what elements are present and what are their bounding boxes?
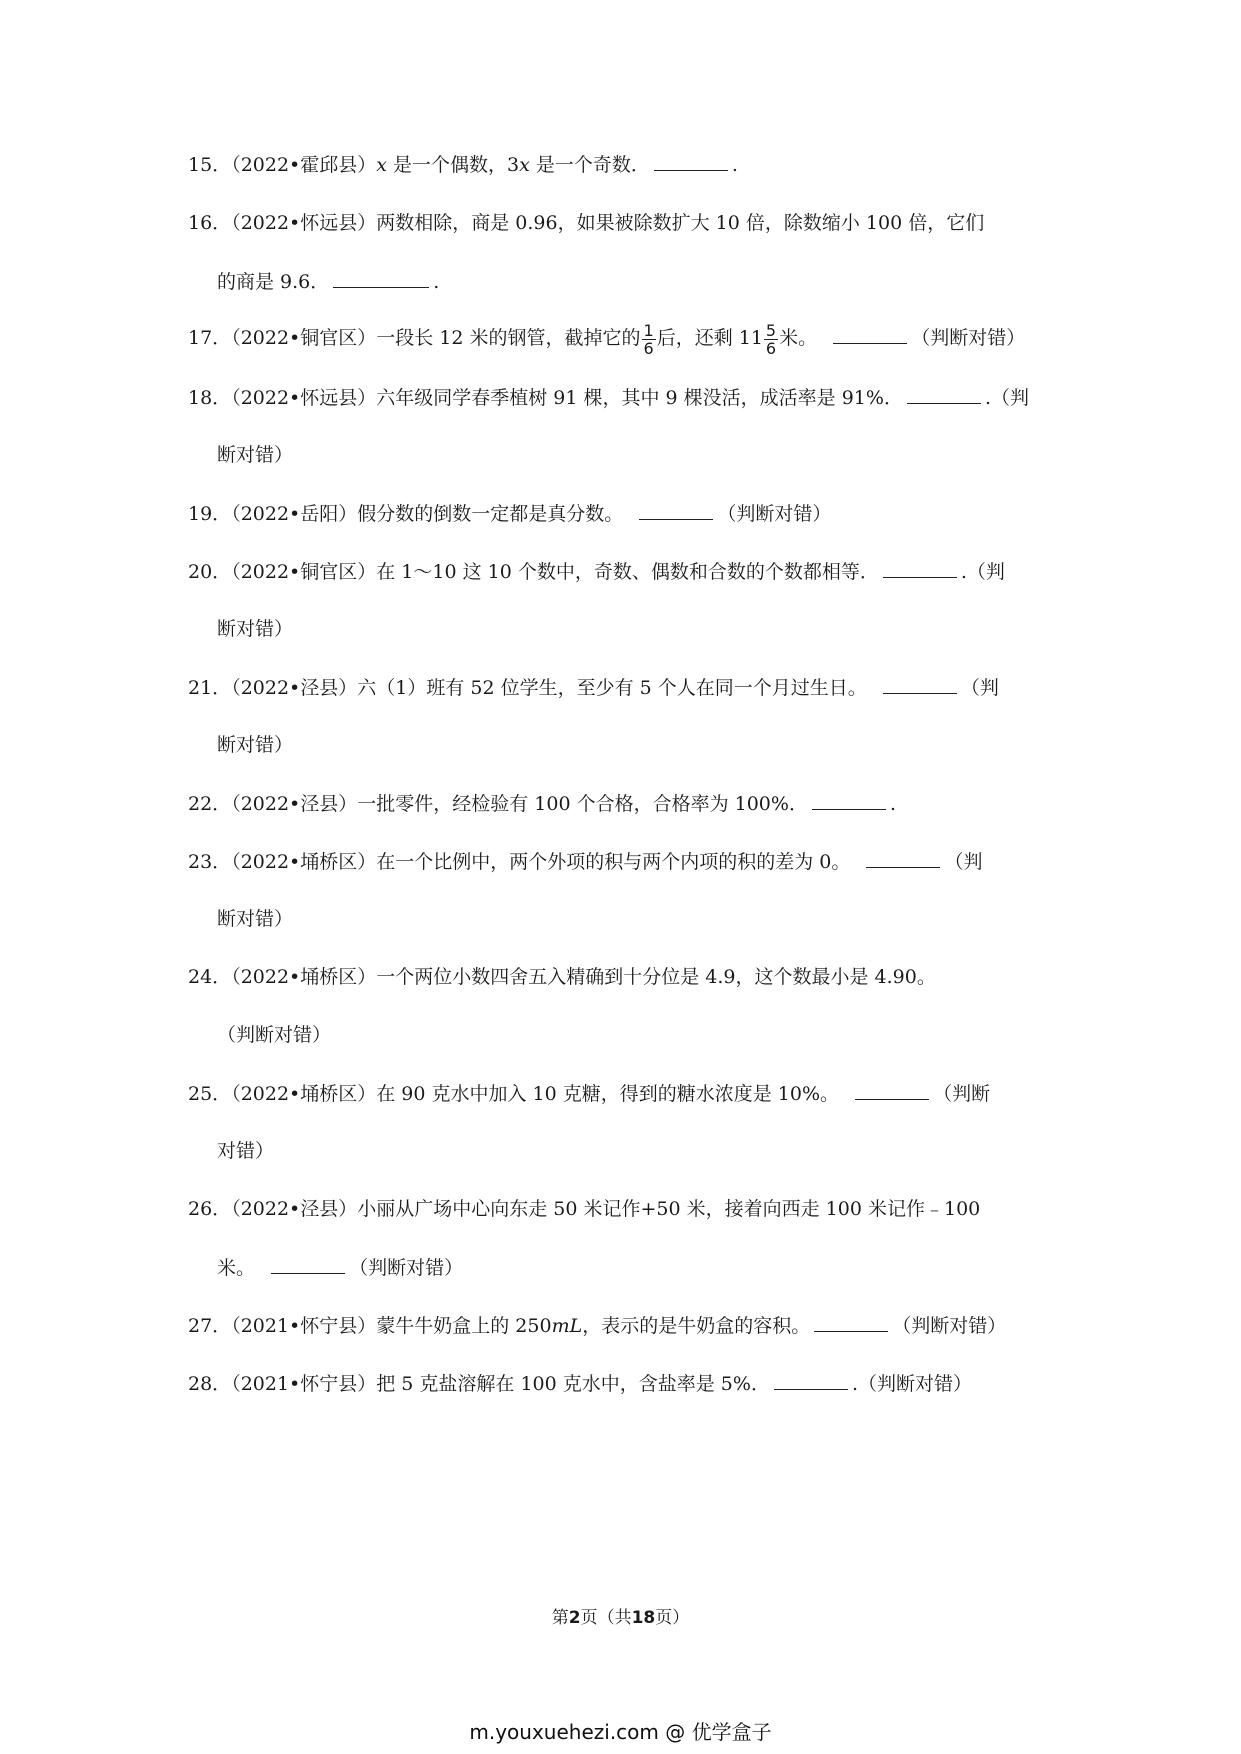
question-26: 26．（2022•泾县）小丽从广场中心向东走 50 米记作+50 米，接着向西走 100 米记作﹣100: [188, 1198, 981, 1220]
question-28: 28．（2021•怀宁县）把 5 克盐溶解在 100 克水中，含盐率是 5%． .（判断对错）: [188, 1369, 1058, 1398]
question-18-continuation: 断对错）: [217, 444, 294, 466]
question-22: 22．（2022•泾县）一批零件，经检验有 100 个合格，合格率为 100%． .: [188, 789, 1058, 818]
question-27: 27．（2021•怀宁县）蒙牛牛奶盒上的 250mL，表示的是牛奶盒的容积。 （判断对错）: [188, 1311, 1058, 1340]
fraction-one-sixth: $\frac{1}{6}$: [643, 320, 654, 358]
answer-blank[interactable]: [814, 1311, 888, 1332]
question-25: 25．（2022•埇桥区）在 90 克水中加入 10 克糖，得到的糖水浓度是 10%。 （判断: [188, 1079, 1058, 1108]
question-19: 19．（2022•岳阳）假分数的倒数一定都是真分数。 （判断对错）: [188, 499, 1058, 528]
answer-blank[interactable]: [654, 150, 728, 171]
page-footer: 第2页（共18页）: [551, 1608, 690, 1628]
answer-blank[interactable]: [883, 557, 957, 578]
question-15: 15．（2022•霍邱县）x 是一个偶数，3x 是一个奇数． .: [188, 150, 1058, 179]
question-16-continuation: 的商是 9.6． .: [217, 267, 439, 296]
watermark: m.youxuehezi.com @ 优学盒子: [469, 1720, 772, 1744]
question-24: 24．（2022•埇桥区）一个两位小数四舍五入精确到十分位是 4.9，这个数最小是 4.90。: [188, 966, 936, 988]
question-21: 21．（2022•泾县）六（1）班有 52 位学生，至少有 5 个人在同一个月过生日。 （判: [188, 673, 1058, 702]
answer-blank[interactable]: [866, 847, 940, 868]
answer-blank[interactable]: [883, 673, 957, 694]
answer-blank[interactable]: [855, 1079, 929, 1100]
question-18: 18．（2022•怀远县）六年级同学春季植树 91 棵，其中 9 棵没活，成活率是 91%． .（判: [188, 383, 1058, 412]
answer-blank[interactable]: [907, 383, 981, 404]
question-23-continuation: 断对错）: [217, 908, 294, 930]
question-25-continuation: 对错）: [217, 1140, 275, 1162]
question-20: 20．（2022•铜官区）在 1～10 这 10 个数中，奇数、偶数和合数的个数都相等． .（判: [188, 557, 1058, 586]
answer-blank[interactable]: [639, 499, 713, 520]
answer-blank[interactable]: [774, 1369, 848, 1390]
question-20-continuation: 断对错）: [217, 618, 294, 640]
fraction-five-sixths: $\frac{5}{6}$: [765, 320, 777, 358]
answer-blank[interactable]: [833, 323, 907, 344]
answer-blank[interactable]: [333, 267, 429, 288]
question-17: 17．（2022•铜官区）一段长 12 米的钢管，截掉它的 $\frac{1}{6}$ 后，还剩 11 $\frac{5}{6}$ 米。 （判断对错）: [188, 320, 1026, 358]
question-23: 23．（2022•埇桥区）在一个比例中，两个外项的积与两个内项的积的差为 0。 （判: [188, 847, 1058, 876]
question-24-continuation: （判断对错）: [217, 1024, 332, 1046]
question-21-continuation: 断对错）: [217, 734, 294, 756]
answer-blank[interactable]: [812, 789, 886, 810]
question-16: 16．（2022•怀远县）两数相除，商是 0.96，如果被除数扩大 10 倍，除数缩小 100 倍，它们: [188, 212, 985, 234]
question-26-continuation: 米。 （判断对错）: [217, 1253, 463, 1282]
answer-blank[interactable]: [271, 1253, 345, 1274]
